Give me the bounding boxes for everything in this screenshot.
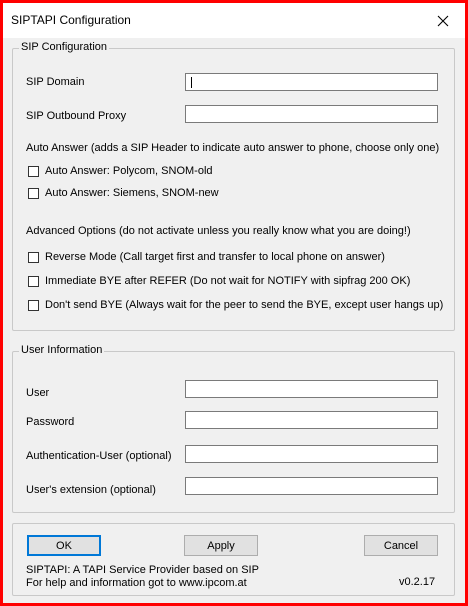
- apply-button[interactable]: Apply: [184, 535, 258, 556]
- auto-answer-heading: Auto Answer (adds a SIP Header to indicate auto answer to phone, choose only one): [26, 142, 440, 154]
- user-extension-label: User's extension (optional): [26, 484, 156, 496]
- user-information-group: [12, 344, 455, 513]
- checkbox-box[interactable]: [28, 252, 39, 263]
- reverse-mode-label: Reverse Mode (Call target first and transfer to local phone on answer): [45, 251, 385, 263]
- close-icon: [437, 15, 449, 27]
- user-extension-input[interactable]: [185, 477, 438, 495]
- auto-answer-siemens-label: Auto Answer: Siemens, SNOM-new: [45, 187, 219, 199]
- title-bar: [3, 3, 465, 38]
- checkbox-box[interactable]: [28, 300, 39, 311]
- config-dialog: [3, 3, 465, 603]
- window-title: SIPTAPI Configuration: [11, 13, 131, 27]
- authentication-user-label: Authentication-User (optional): [26, 450, 172, 462]
- user-information-legend: User Information: [21, 344, 103, 356]
- immediate-bye-checkbox[interactable]: [28, 275, 410, 287]
- version-label: v0.2.17: [399, 576, 436, 588]
- text-caret: [191, 77, 192, 88]
- sip-configuration-legend: SIP Configuration: [21, 41, 108, 53]
- info-line-2: For help and information got to www.ipcom.at: [26, 577, 247, 589]
- auto-answer-polycom-checkbox[interactable]: [28, 165, 213, 177]
- sip-outbound-proxy-label: SIP Outbound Proxy: [26, 110, 127, 122]
- info-line-1: SIPTAPI: A TAPI Service Provider based on SIP: [26, 564, 259, 576]
- sip-configuration-group: [12, 41, 455, 331]
- sip-domain-label: SIP Domain: [26, 76, 85, 88]
- cancel-button[interactable]: Cancel: [364, 535, 438, 556]
- advanced-options-heading: Advanced Options (do not activate unless you really know what you are doing!): [26, 225, 411, 237]
- dont-send-bye-label: Don't send BYE (Always wait for the peer to send the BYE, except user hangs up): [45, 299, 444, 311]
- checkbox-box[interactable]: [28, 166, 39, 177]
- sip-outbound-proxy-input[interactable]: [185, 105, 438, 123]
- ok-button[interactable]: OK: [27, 535, 101, 556]
- password-label: Password: [26, 416, 75, 428]
- immediate-bye-label: Immediate BYE after REFER (Do not wait for NOTIFY with sipfrag 200 OK): [45, 275, 411, 287]
- close-button[interactable]: [421, 3, 465, 38]
- authentication-user-input[interactable]: [185, 445, 438, 463]
- auto-answer-siemens-checkbox[interactable]: [28, 187, 219, 199]
- dont-send-bye-checkbox[interactable]: [28, 299, 443, 311]
- sip-domain-input[interactable]: [185, 73, 438, 91]
- auto-answer-polycom-label: Auto Answer: Polycom, SNOM-old: [45, 165, 213, 177]
- checkbox-box[interactable]: [28, 276, 39, 287]
- footer-group: [12, 523, 455, 596]
- reverse-mode-checkbox[interactable]: [28, 251, 385, 263]
- user-input[interactable]: [185, 380, 438, 398]
- checkbox-box[interactable]: [28, 188, 39, 199]
- user-label: User: [26, 387, 50, 399]
- password-input[interactable]: [185, 411, 438, 429]
